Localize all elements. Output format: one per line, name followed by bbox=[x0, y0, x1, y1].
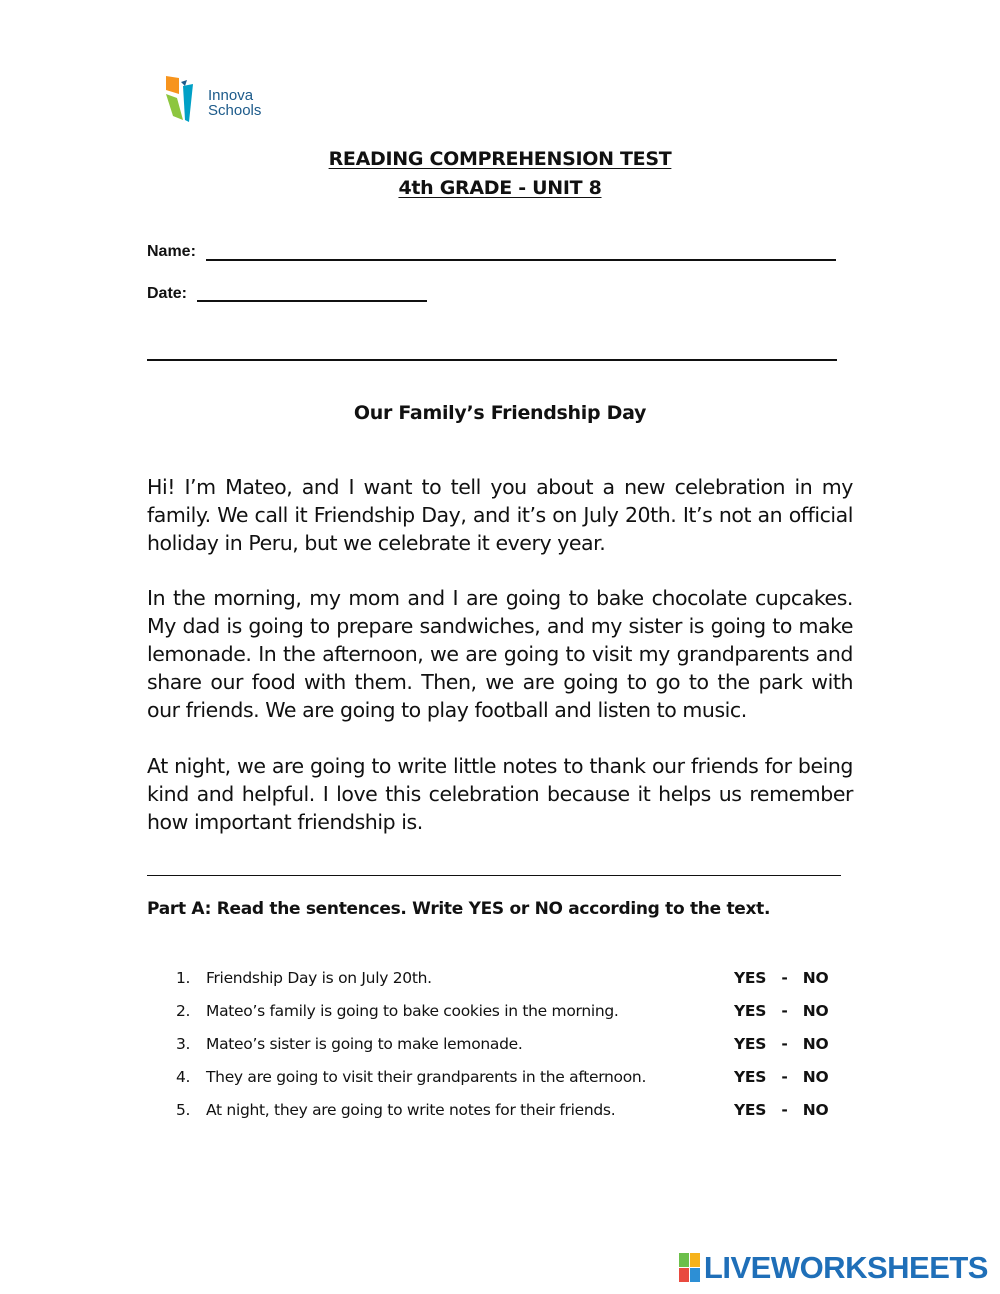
test-title: READING COMPREHENSION TEST bbox=[328, 148, 672, 170]
question-number: 2. bbox=[176, 1002, 191, 1020]
question-number: 1. bbox=[176, 969, 191, 987]
question-text: They are going to visit their grandparents in the afternoon. bbox=[206, 1068, 647, 1086]
yes-no-answer[interactable]: YES - NO bbox=[734, 1002, 829, 1020]
divider-top bbox=[147, 359, 837, 361]
passage-paragraph-2: In the morning, my mom and I are going to bake chocolate cupcakes. My dad is going to prepare sandwiches, and my sister is going to make lemonade. In the afternoon, we are going to visit my grandparents and share our food with them. Then, we are going to go to the park with our friends. We are going to play football and listen to music. bbox=[147, 586, 853, 722]
logo-line-1: Innova bbox=[208, 87, 254, 104]
part-a-title: Part A: Read the sentences. Write YES or NO according to the text. bbox=[147, 899, 771, 919]
question-row-5 bbox=[176, 1101, 836, 1125]
date-label: Date: bbox=[147, 285, 188, 302]
liveworksheets-brand bbox=[679, 1250, 988, 1286]
passage-paragraph-3: At night, we are going to write little notes to thank our friends for being kind and helpful. I love this celebration because it helps us remember how important friendship is. bbox=[147, 754, 853, 834]
yes-no-answer[interactable]: YES - NO bbox=[734, 969, 829, 987]
date-field[interactable] bbox=[197, 300, 427, 302]
passage-paragraph-1: Hi! I’m Mateo, and I want to tell you about a new celebration in my family. We call it Friendship Day, and it’s on July 20th. It’s not an official holiday in Peru, but we celebrate it every year. bbox=[147, 475, 853, 555]
question-number: 5. bbox=[176, 1101, 191, 1119]
question-number: 4. bbox=[176, 1068, 191, 1086]
yes-no-answer[interactable]: YES - NO bbox=[734, 1035, 829, 1053]
liveworksheets-logo-icon bbox=[679, 1253, 701, 1283]
divider-bottom bbox=[147, 875, 841, 876]
school-logo-text bbox=[208, 88, 261, 118]
question-row-2 bbox=[176, 1002, 836, 1026]
question-text: Mateo’s family is going to bake cookies in the morning. bbox=[206, 1002, 619, 1020]
name-label: Name: bbox=[147, 243, 196, 260]
name-field[interactable] bbox=[206, 259, 836, 261]
logo-line-2: Schools bbox=[208, 102, 262, 119]
question-row-1 bbox=[176, 969, 836, 993]
yes-no-answer[interactable]: YES - NO bbox=[734, 1101, 829, 1119]
test-subtitle: 4th GRADE - UNIT 8 bbox=[398, 177, 602, 199]
yes-no-answer[interactable]: YES - NO bbox=[734, 1068, 829, 1086]
question-number: 3. bbox=[176, 1035, 191, 1053]
question-row-4 bbox=[176, 1068, 836, 1092]
question-text: Friendship Day is on July 20th. bbox=[206, 969, 432, 987]
school-logo-icon bbox=[163, 72, 209, 126]
liveworksheets-wordmark: LIVEWORKSHEETS bbox=[703, 1250, 988, 1285]
question-text: At night, they are going to write notes for their friends. bbox=[206, 1101, 616, 1119]
passage-title: Our Family’s Friendship Day bbox=[353, 402, 647, 424]
question-text: Mateo’s sister is going to make lemonade. bbox=[206, 1035, 523, 1053]
question-row-3 bbox=[176, 1035, 836, 1059]
